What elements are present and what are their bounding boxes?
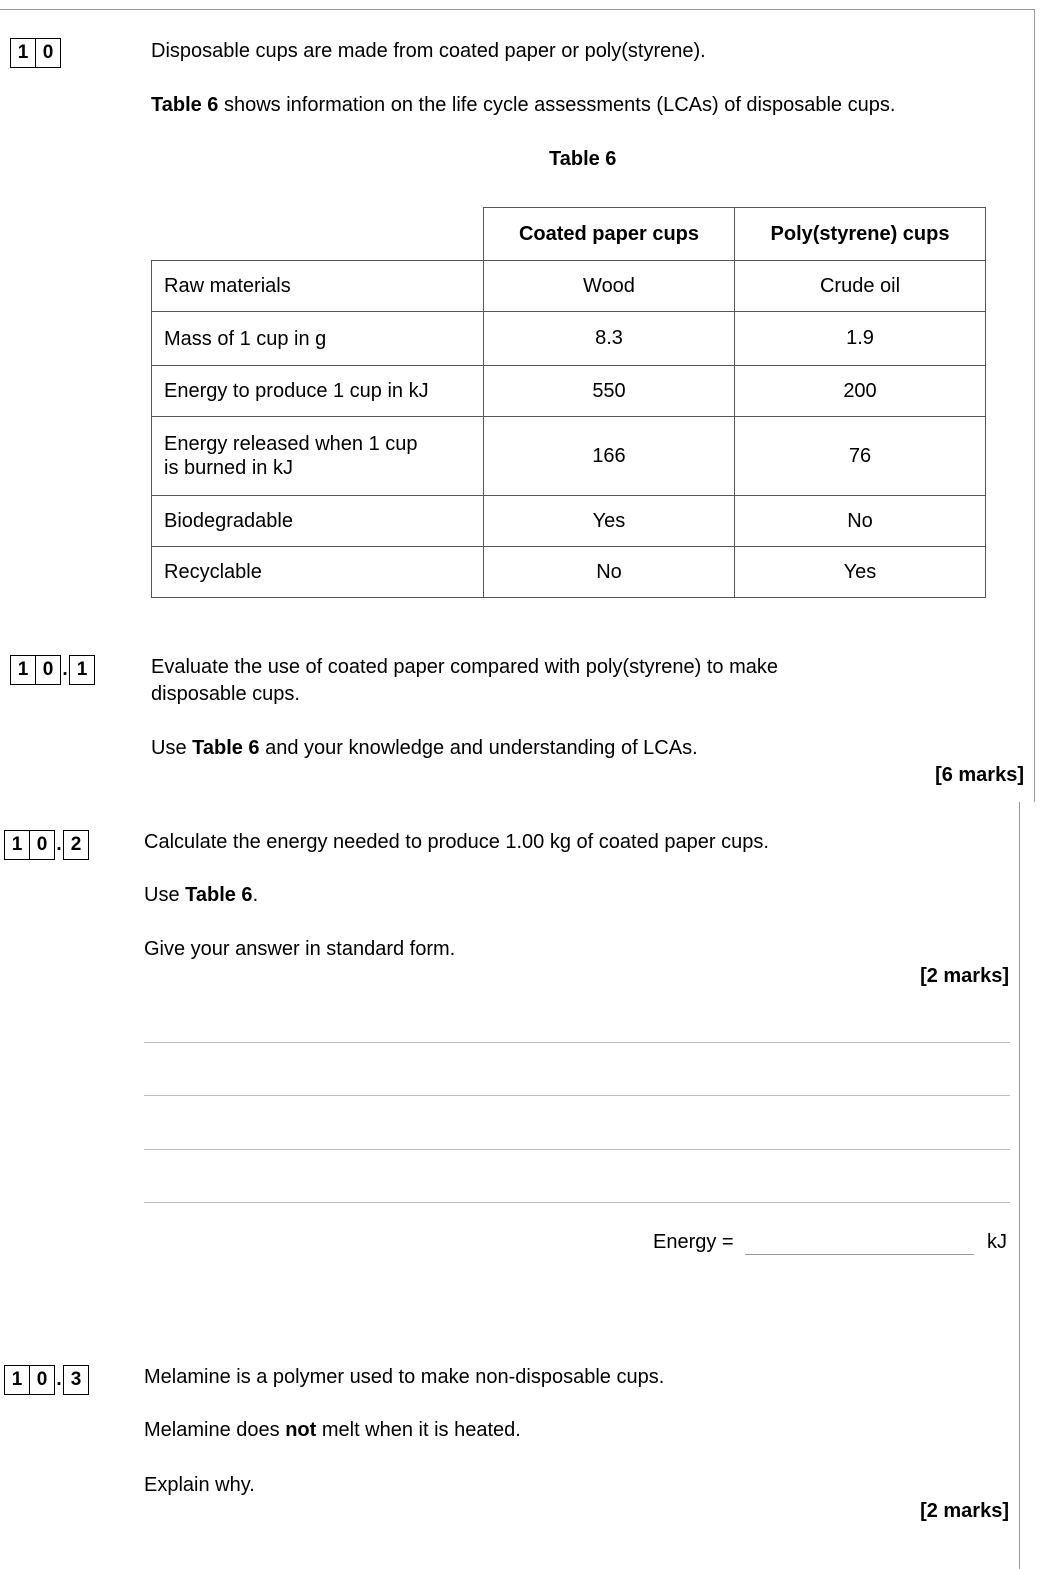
marks-label: [2 marks] (920, 1500, 1009, 1522)
table-cell: Wood (484, 261, 735, 312)
table-cell: 166 (484, 417, 735, 496)
table-cell: Yes (484, 496, 735, 547)
table-corner (152, 208, 484, 261)
question-10-1-line1: Evaluate the use of coated paper compared with poly(styrene) to make (151, 656, 779, 678)
table-row (152, 417, 986, 496)
table-reference: Table 6 shows information on the life cycle assessments (LCAs) of disposable cups. (151, 94, 896, 116)
table-row-label: Mass of 1 cup in g (152, 312, 484, 366)
table-cell: 8.3 (484, 312, 735, 366)
table-cell: 76 (735, 417, 986, 496)
table-row-label: Raw materials (152, 261, 484, 312)
table-row-label: Biodegradable (152, 496, 484, 547)
answer-line[interactable] (144, 1095, 1010, 1096)
table-cell: No (484, 547, 735, 598)
table-cell: 1.9 (735, 312, 986, 366)
table-cell: 200 (735, 366, 986, 417)
question-number-10-1: 1 0 . 1 (10, 655, 95, 685)
table-cell: 550 (484, 366, 735, 417)
question-10-2-line3: Give your answer in standard form. (144, 938, 456, 960)
table-row-label: Energy released when 1 cup is burned in kJ (152, 417, 484, 496)
table-cell: Yes (735, 547, 986, 598)
energy-unit: kJ (987, 1231, 1007, 1253)
question-number-10: 1 0 (10, 38, 61, 68)
question-10-3-line2: Melamine does not melt when it is heated. (144, 1419, 521, 1441)
table-row (152, 261, 986, 312)
marks-label: [6 marks] (935, 764, 1024, 786)
table-cell: No (735, 496, 986, 547)
answer-line[interactable] (144, 1042, 1010, 1043)
table-header: Coated paper cups (484, 208, 735, 261)
energy-label: Energy = (653, 1231, 734, 1253)
table-header-row (152, 208, 986, 261)
table-row (152, 547, 986, 598)
page-border-top (0, 9, 1035, 10)
question-10-1-line2: disposable cups. (151, 683, 300, 705)
question-10-intro: Disposable cups are made from coated paper or poly(styrene). (151, 40, 706, 62)
table-title: Table 6 (549, 148, 617, 170)
energy-answer-line[interactable] (745, 1254, 974, 1255)
table-cell: Crude oil (735, 261, 986, 312)
question-number-10-2: 1 0 . 2 (4, 830, 89, 860)
question-10-2-line1: Calculate the energy needed to produce 1.00 kg of coated paper cups. (144, 831, 769, 853)
answer-line[interactable] (144, 1149, 1010, 1150)
lca-table (151, 207, 986, 598)
question-number-10-3: 1 0 . 3 (4, 1365, 89, 1395)
table-header: Poly(styrene) cups (735, 208, 986, 261)
table-row (152, 312, 986, 366)
table-row (152, 366, 986, 417)
table-row-label: Energy to produce 1 cup in kJ (152, 366, 484, 417)
table-row (152, 496, 986, 547)
question-10-1-instruction: Use Table 6 and your knowledge and understanding of LCAs. (151, 737, 698, 759)
page-border-right-lower (1019, 802, 1020, 1569)
answer-line[interactable] (144, 1202, 1010, 1203)
marks-label: [2 marks] (920, 965, 1009, 987)
question-10-2-instruction: Use Table 6. (144, 884, 259, 906)
question-10-3-line1: Melamine is a polymer used to make non-disposable cups. (144, 1366, 665, 1388)
question-10-3-line3: Explain why. (144, 1474, 255, 1496)
page-border-right (1034, 9, 1035, 802)
table-row-label: Recyclable (152, 547, 484, 598)
